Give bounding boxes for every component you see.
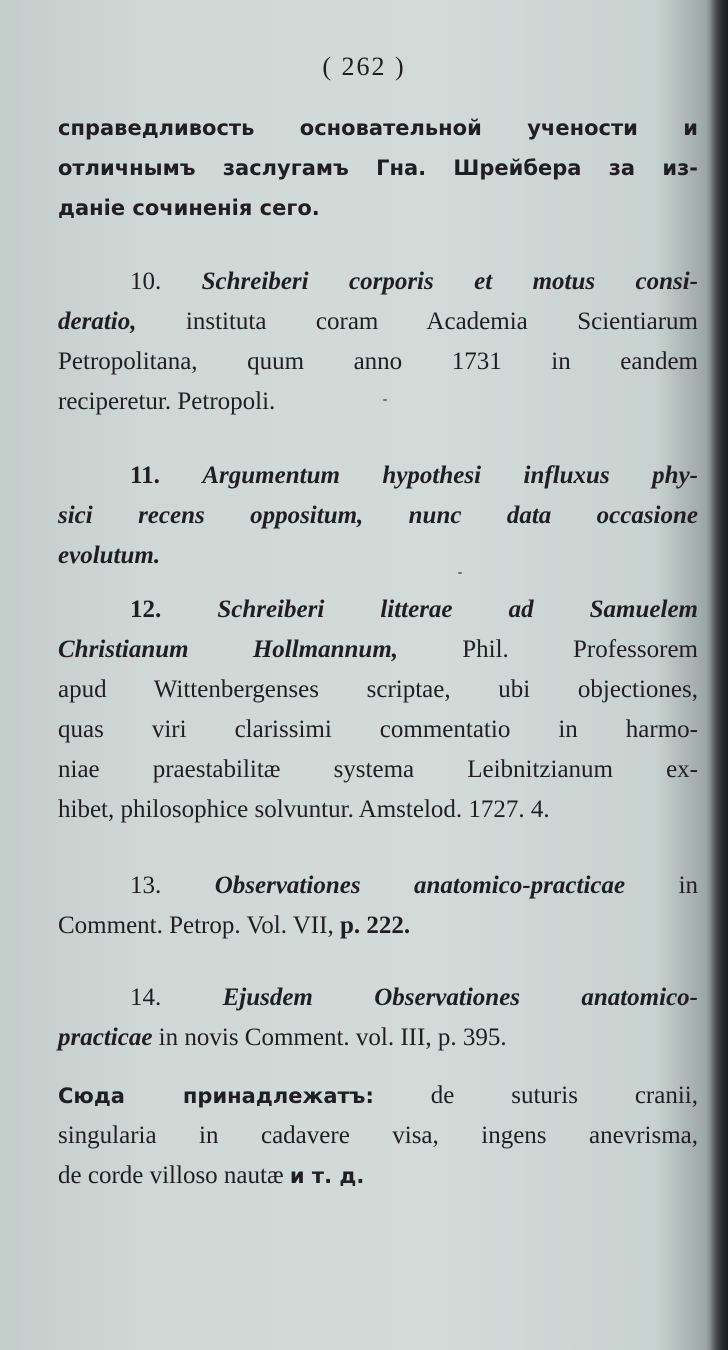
text-line: evolutum. [58, 542, 161, 569]
entry-text: Comment. Petrop. Vol. VII, [58, 912, 334, 939]
paper-speck [383, 399, 387, 401]
entry-text: in novis Comment. vol. III, p. 395. [158, 1024, 507, 1051]
cyrillic-text: Сюда принадлежатъ: [58, 1084, 374, 1108]
text-line [58, 1156, 698, 1196]
text-line: справедливость основательной учености и [58, 116, 698, 140]
text-line [58, 456, 698, 496]
entry-title: Schreiberi corporis et motus consi- [201, 268, 698, 295]
entry-number: 14. [130, 984, 162, 1011]
entry-text: Phil. Professorem [462, 636, 699, 663]
entry-title: Argumentum hypothesi influxus phy- [202, 462, 699, 489]
text-line [58, 302, 698, 342]
paper-speck [458, 572, 462, 574]
cyrillic-text: и т. д. [289, 1164, 365, 1188]
text-line: quas viri clarissimi commentatio in harmo- [58, 716, 698, 743]
entry-text: instituta coram Academia Scientiarum [185, 308, 698, 335]
entry-title: Schreiberi litterae ad Samuelem [217, 596, 698, 623]
text-line [58, 630, 698, 670]
text-line: даніе сочиненія сего. [58, 196, 320, 220]
page-binding-shadow [710, 0, 728, 1350]
entry-text: de corde villoso nautæ [58, 1162, 284, 1189]
entry-title: deratio, [58, 308, 137, 335]
paragraph-continuation [58, 108, 698, 228]
entry-number: 10. [130, 268, 162, 295]
entry-title: practicae [58, 1024, 153, 1051]
entry-text: in [678, 872, 699, 899]
entry-title: Observationes anatomico-practicae [214, 872, 626, 899]
entry-text: de suturis cranii, [430, 1082, 698, 1109]
entry-number: 13. [130, 872, 162, 899]
text-line: Petropolitana, quum anno 1731 in eandem [58, 348, 698, 375]
text-line [58, 262, 698, 302]
entry-title: Ejusdem Observationes anatomico- [222, 984, 698, 1011]
text-line: niae praestabilitæ systema Leibnitzianum ex- [58, 756, 698, 783]
entry-title: Christianum Hollmannum, [58, 636, 399, 663]
page-number: ( 262 ) [322, 52, 406, 81]
text-line: singularia in cadavere visa, ingens anevrisma, [58, 1122, 698, 1149]
text-line: apud Wittenbergenses scriptae, ubi objectiones, [58, 676, 698, 703]
text-line [58, 1018, 698, 1058]
text-line: sici recens oppositum, nunc data occasione [58, 502, 698, 529]
text-line [58, 1076, 698, 1116]
bibliography-entry-11 [58, 456, 698, 576]
bibliography-entry-13 [58, 866, 698, 946]
bibliography-entry-12 [58, 590, 698, 830]
text-line: hibet, philosophice solvuntur. Amstelod. 1727. 4. [58, 796, 550, 823]
entry-page: p. 222. [339, 912, 411, 939]
entry-number: 11. [130, 462, 160, 489]
text-line: отличнымъ заслугамъ Гна. Шрейбера за из- [58, 156, 698, 180]
text-line [58, 906, 698, 946]
text-line [58, 978, 698, 1018]
paragraph-final [58, 1076, 698, 1196]
entry-number: 12. [130, 596, 162, 623]
text-line [58, 866, 698, 906]
bibliography-entry-10 [58, 262, 698, 422]
text-line [58, 590, 698, 630]
text-line: reciperetur. Petropoli. [58, 388, 276, 415]
bibliography-entry-14 [58, 978, 698, 1058]
